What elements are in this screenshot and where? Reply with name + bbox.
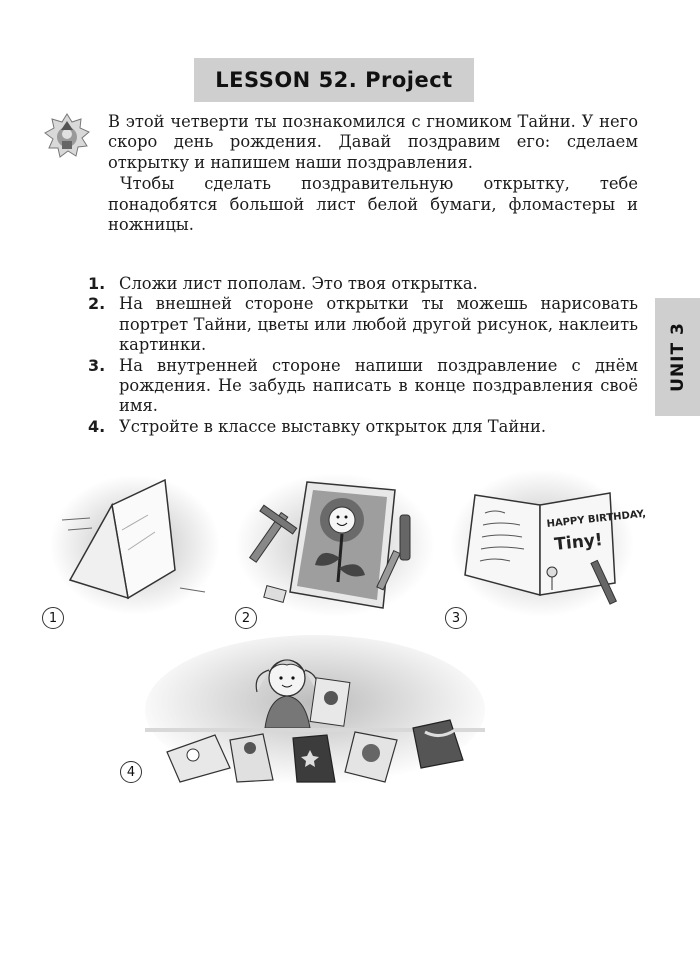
step-item — [88, 294, 638, 355]
illustration-label-2: 2 — [235, 607, 257, 629]
birthday-card-illustration — [450, 465, 647, 620]
intro-paragraph: Чтобы сделать поздравительную открытку, тебе понадобятся большой лист белой бумаги, фломастеры и ножницы. — [108, 174, 638, 235]
illustration-label-4: 4 — [120, 761, 142, 783]
unit-tab-label: UNIT 3 — [667, 322, 688, 392]
step-number: 3. — [88, 355, 106, 375]
step-text: На внутренней стороне напиши поздравление с днём рождения. Не забудь написать в конце поздравления своё имя. — [119, 355, 638, 416]
step-number: 4. — [88, 416, 106, 436]
step-text: Сложи лист пополам. Это твоя открытка. — [119, 274, 478, 293]
card-greeting-line2: Tiny! — [553, 530, 604, 555]
step-item — [88, 274, 638, 294]
unit-tab — [655, 298, 700, 416]
lesson-title-box — [194, 58, 474, 102]
card-exhibition-illustration — [145, 640, 485, 790]
lesson-title: LESSON 52. Project — [215, 68, 453, 92]
card-greeting-line1: HAPPY BIRTHDAY, — [546, 508, 647, 530]
step-number: 2. — [88, 294, 106, 314]
step-item — [88, 417, 638, 437]
step-text: Устройте в классе выставку открыток для Тайни. — [119, 416, 547, 436]
steps-list — [88, 274, 638, 437]
folded-card-illustration — [50, 470, 220, 620]
illustration-label-1: 1 — [42, 607, 64, 629]
intro-paragraph: В этой четверти ты познакомился с гномиком Тайни. У него скоро день рождения. Давай поздравим его: сделаем открытку и напишем наши поздравления. — [108, 112, 638, 172]
step-text: На внешней стороне открытки ты можешь нарисовать портрет Тайни, цветы или любой другой рисунок, наклеить картинки. — [119, 294, 638, 355]
illustration-label-3: 3 — [445, 607, 467, 629]
step-item — [88, 356, 638, 417]
gnome-tiny-icon — [44, 113, 90, 159]
drawing-card-illustration — [235, 470, 435, 620]
step-number: 1. — [88, 274, 106, 293]
intro-text — [108, 112, 638, 235]
